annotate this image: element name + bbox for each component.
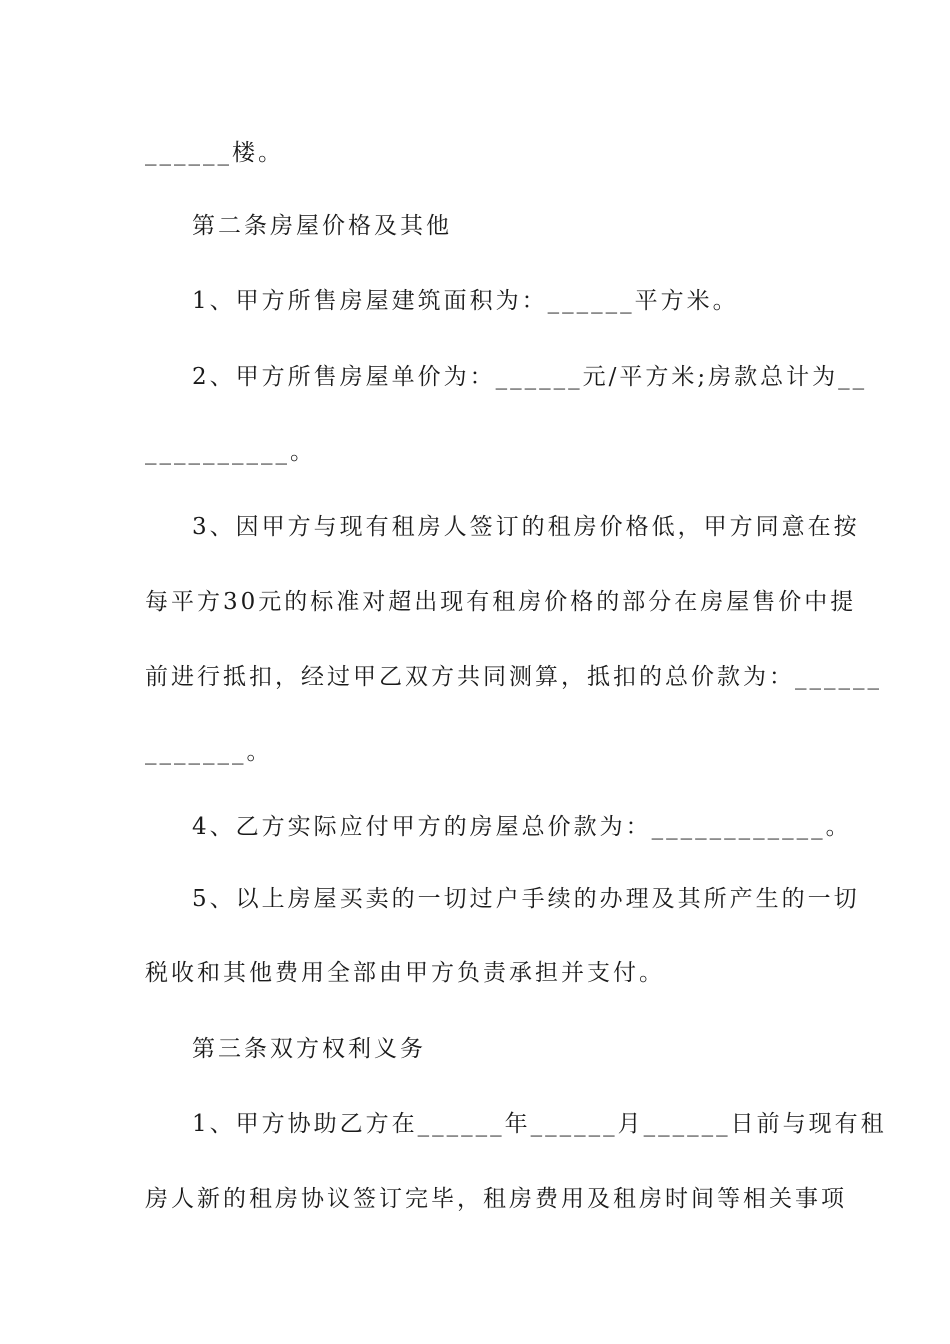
clause-2-2-cont: __________。 bbox=[145, 439, 316, 465]
clause-3-1-cont: 房人新的租房协议签订完毕，租房费用及租房时间等相关事项 bbox=[145, 1186, 847, 1212]
clause-2-3-cont-3: _______。 bbox=[145, 739, 273, 765]
clause-2-3-cont-1: 每平方30元的标准对超出现有租房价格的部分在房屋售价中提 bbox=[145, 589, 857, 615]
clause-2-5-cont: 税收和其他费用全部由甲方负责承担并支付。 bbox=[145, 960, 665, 986]
section-heading-2: 第二条房屋价格及其他 bbox=[192, 213, 452, 239]
text-line-floor: ______楼。 bbox=[145, 140, 284, 166]
section-heading-3: 第三条双方权利义务 bbox=[192, 1036, 426, 1062]
clause-2-3-cont-2: 前进行抵扣，经过甲乙双方共同测算，抵扣的总价款为：______ bbox=[145, 664, 882, 690]
clause-2-4: 4、乙方实际应付甲方的房屋总价款为：____________。 bbox=[192, 814, 852, 840]
clause-3-1: 1、甲方协助乙方在______年______月______日前与现有租 bbox=[192, 1111, 887, 1137]
clause-2-3: 3、因甲方与现有租房人签订的租房价格低，甲方同意在按 bbox=[192, 514, 860, 540]
clause-2-5: 5、以上房屋买卖的一切过户手续的办理及其所产生的一切 bbox=[192, 886, 860, 912]
clause-2-1: 1、甲方所售房屋建筑面积为：______平方米。 bbox=[192, 288, 739, 314]
clause-2-2: 2、甲方所售房屋单价为：______元/平方米;房款总计为__ bbox=[192, 364, 868, 390]
